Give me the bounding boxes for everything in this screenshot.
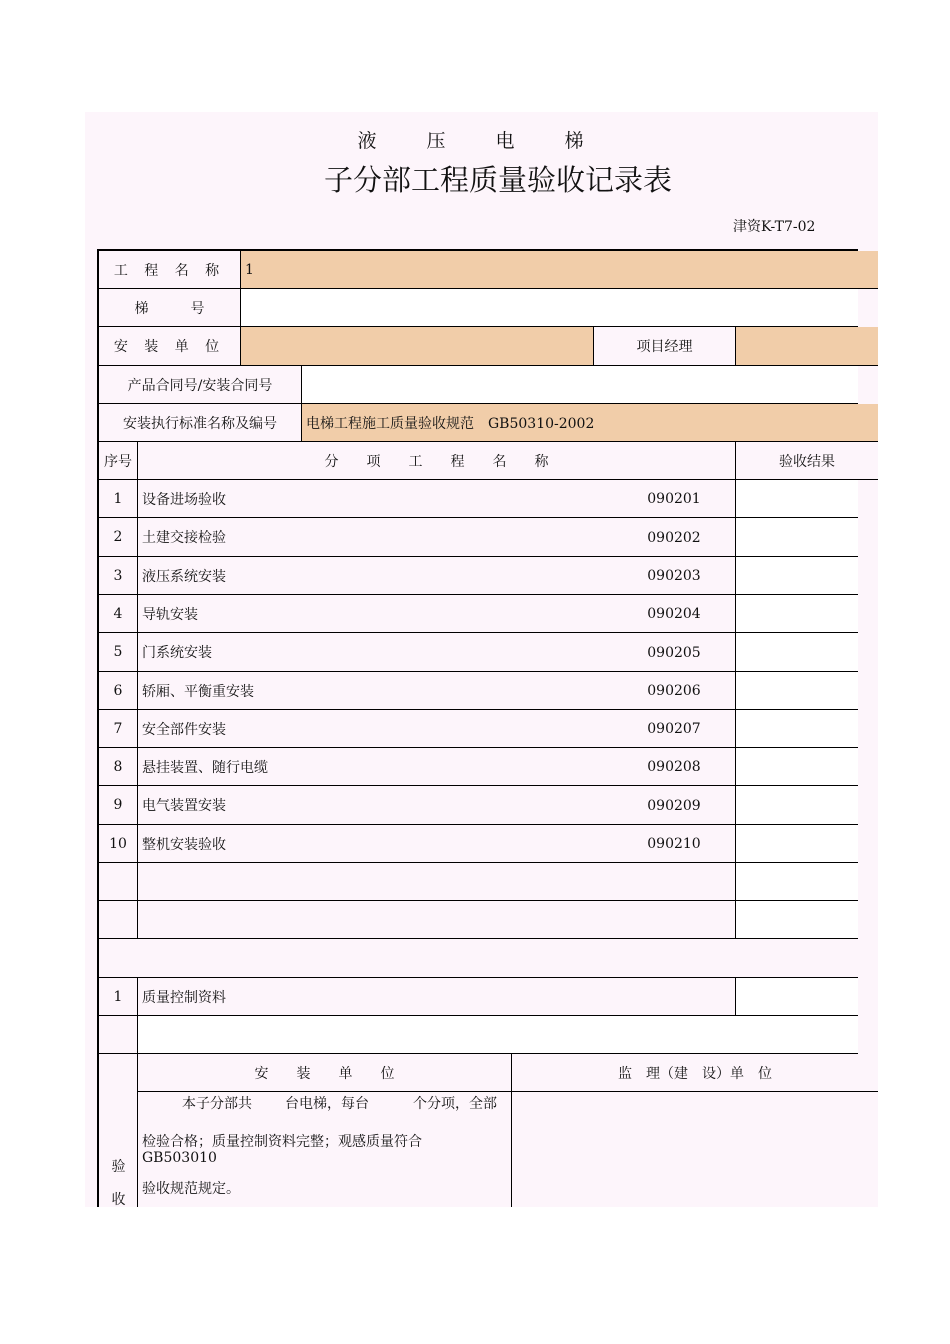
table-row-code: 090201 [647,491,701,507]
table-row-code: 090204 [647,606,701,622]
opinion-text-a1: 本子分部共 [182,1096,252,1112]
table-row-result[interactable] [736,633,858,672]
opinion-text-c: 验收规范规定。 [142,1181,240,1197]
table-row-code: 090209 [647,797,701,814]
table-row-result[interactable] [736,825,858,863]
table-row-name: 液压系统安装 [138,557,736,595]
table-row-no: 8 [99,748,138,786]
table-row-result[interactable] [736,595,858,633]
project-manager-label: 项目经理 [594,327,736,366]
table-row-name: 导轨安装 [138,595,736,633]
contract-label: 产品合同号/安装合同号 [99,366,302,404]
table-row-code: 090203 [647,568,701,584]
table-row-code: 090207 [647,721,701,737]
table-row-no: 6 [99,672,138,710]
table-row-code: 090206 [647,683,701,699]
col-header-no: 序号 [99,442,138,480]
empty-row-name [138,1016,858,1054]
empty-row-no [99,901,138,939]
supervision-opinion-cell[interactable] [512,1092,878,1207]
empty-row-no [99,1016,138,1054]
table-row-no: 9 [99,786,138,825]
table-row-code: 090205 [647,644,701,661]
form-subtitle: 液 压 电 梯 [357,130,606,152]
install-unit-header: 安 装 单 位 [138,1054,512,1092]
qc-row-result[interactable] [736,978,858,1016]
elevator-no-label: 梯 号 [99,289,241,327]
table-row-code: 090208 [647,759,701,775]
table-row-name: 电气装置安装 [138,786,736,825]
standard-field[interactable]: 电梯工程施工质量验收规范 GB50310-2002 [302,404,878,442]
install-unit-field[interactable] [241,327,594,366]
table-row-no: 3 [99,557,138,595]
table-row-code: 090210 [647,836,701,852]
empty-row-name [138,863,736,901]
project-name-field[interactable]: 1 [241,251,878,289]
col-header-result: 验收结果 [736,442,878,480]
opinion-text-a3: 个分项，全部 [413,1096,497,1112]
qc-row-no: 1 [99,978,138,1016]
table-row-result[interactable] [736,710,858,748]
qc-row-name: 质量控制资料 [138,978,736,1016]
project-name-label: 工 程 名 称 [99,251,241,289]
table-row-result[interactable] [736,557,858,595]
acceptance-side-cell [99,1054,138,1207]
table-row-name: 悬挂装置、随行电缆 [138,748,736,786]
table-row-no: 7 [99,710,138,748]
opinion-text-a2: 台电梯，每台 [285,1096,369,1112]
table-left-border [97,249,99,1207]
acceptance-side-label-2: 收 [111,1192,126,1208]
table-row-result[interactable] [736,518,858,557]
form-code: 津资K-T7-02 [733,219,816,235]
table-row-name: 门系统安装 [138,633,736,672]
table-row-result[interactable] [736,672,858,710]
table-row-name: 安全部件安装 [138,710,736,748]
empty-row-result[interactable] [736,901,858,939]
table-row-no: 10 [99,825,138,863]
spacer-row [99,939,858,978]
table-row-no: 5 [99,633,138,672]
opinion-text-b: 检验合格；质量控制资料完整；观感质量符合GB503010 [142,1134,422,1166]
acceptance-side-label-1: 验 [111,1159,126,1175]
table-row-no: 4 [99,595,138,633]
table-row-no: 1 [99,480,138,518]
contract-field[interactable] [302,366,858,404]
supervision-unit-header: 监 理（建 设）单 位 [512,1054,878,1092]
table-row-result[interactable] [736,786,858,825]
table-row-no: 2 [99,518,138,557]
table-row-result[interactable] [736,748,858,786]
table-row-name: 轿厢、平衡重安装 [138,672,736,710]
table-row-name: 土建交接检验 [138,518,736,557]
install-unit-label: 安 装 单 位 [99,327,241,366]
table-top-border [97,249,858,251]
table-row-code: 090202 [647,529,701,546]
empty-row-name [138,901,736,939]
table-row-result[interactable] [736,480,858,518]
table-row-name: 设备进场验收 [138,480,736,518]
elevator-no-field[interactable] [241,289,858,327]
form-title: 子分部工程质量验收记录表 [323,163,672,197]
table-row-name: 整机安装验收 [138,825,736,863]
standard-label: 安装执行标准名称及编号 [99,404,302,442]
project-manager-field[interactable] [736,327,878,366]
empty-row-no [99,863,138,901]
empty-row-result[interactable] [736,863,858,901]
col-header-name: 分 项 工 程 名 称 [138,442,736,480]
